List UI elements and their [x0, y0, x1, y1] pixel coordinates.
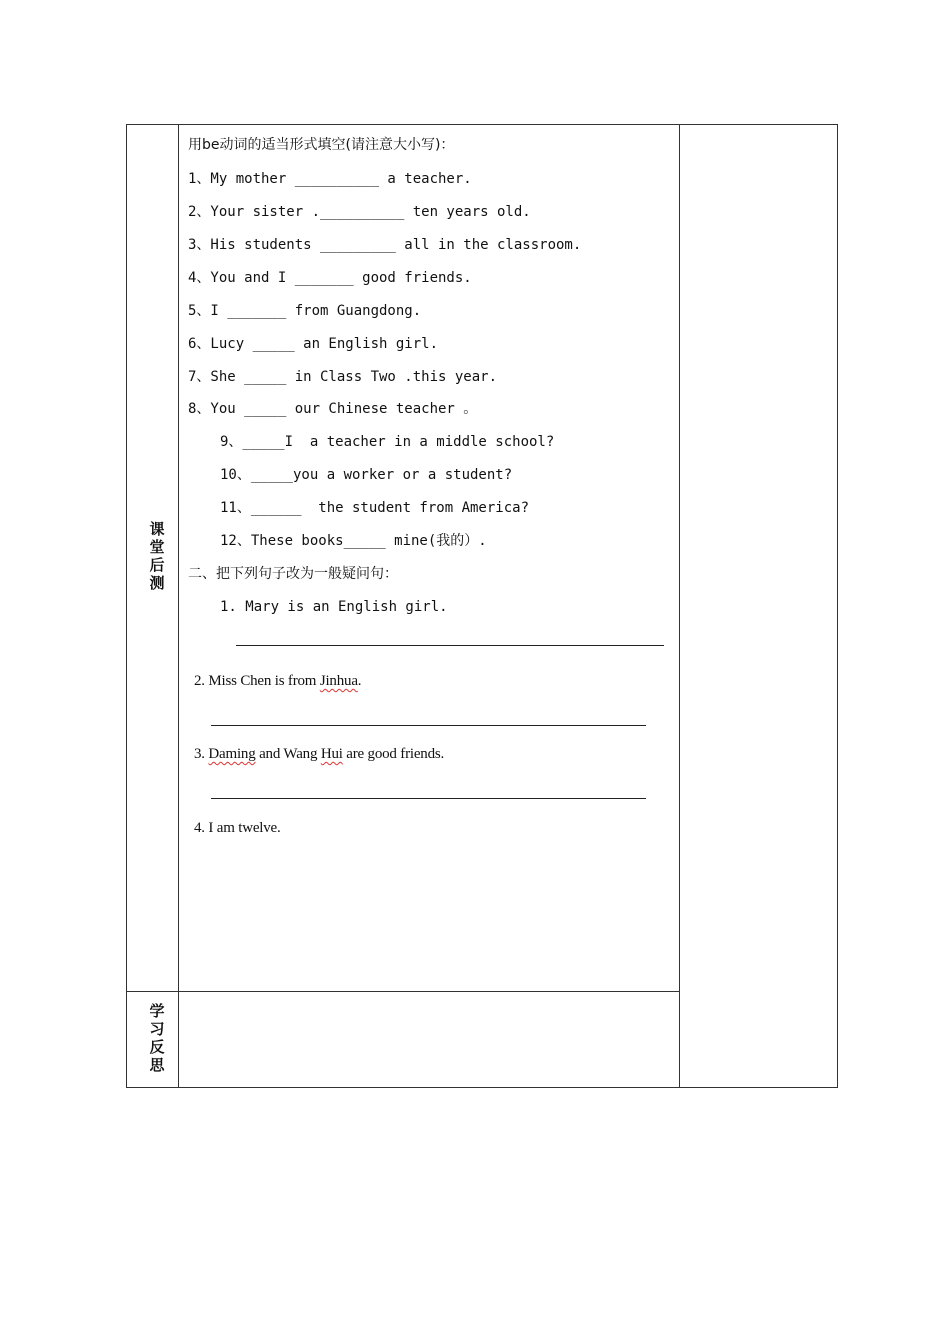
question-3 — [194, 745, 444, 763]
question-3-number: 3. — [194, 746, 209, 762]
spellcheck-flagged-word: Jinhua — [319, 673, 358, 689]
part1-title: 用be动词的适当形式填空(请注意大小写)： — [188, 137, 455, 153]
question-3-mid: and Wang — [255, 746, 321, 762]
exercise-item-11: 11、______ the student from America? — [220, 500, 530, 516]
exercise-item-8: 8、You _____ our Chinese teacher 。 — [188, 401, 478, 417]
exercise-item-9: 9、_____I a teacher in a middle school? — [220, 434, 555, 450]
exercise-item-10: 10、_____you a worker or a student? — [220, 467, 513, 483]
spellcheck-flagged-word: Hui — [320, 746, 343, 762]
column-divider-left — [178, 124, 179, 1088]
exercise-item-4: 4、You and I _______ good friends. — [188, 270, 472, 286]
question-3-suffix: are good friends. — [342, 746, 445, 762]
question-2-prefix: 2. Miss Chen is from — [194, 673, 320, 689]
row-divider — [126, 991, 680, 992]
question-4: 4. I am twelve. — [194, 820, 281, 836]
part2-title: 二、把下列句子改为一般疑问句： — [188, 566, 398, 582]
answer-line-3 — [211, 798, 646, 799]
question-2 — [194, 672, 361, 690]
exercise-item-1: 1、My mother __________ a teacher. — [188, 171, 472, 187]
column-divider-right — [679, 124, 680, 1088]
spellcheck-flagged-word: Daming — [208, 746, 256, 762]
exercise-item-2: 2、Your sister .__________ ten years old. — [188, 204, 531, 220]
question-2-suffix: . — [357, 673, 362, 689]
question-1: 1. Mary is an English girl. — [220, 599, 448, 615]
answer-line-2 — [211, 725, 646, 726]
section-label-post-class-test: 课 堂 后 测 — [149, 520, 165, 592]
section-label-reflection: 学 习 反 思 — [149, 1002, 165, 1074]
answer-line-1 — [236, 645, 664, 646]
exercise-item-5: 5、I _______ from Guangdong. — [188, 303, 422, 319]
exercise-item-7: 7、She _____ in Class Two .this year. — [188, 369, 498, 385]
exercise-item-3: 3、His students _________ all in the classroom. — [188, 237, 582, 253]
exercise-item-12: 12、These books_____ mine(我的）. — [220, 533, 487, 549]
exercise-item-6: 6、Lucy _____ an English girl. — [188, 336, 439, 352]
